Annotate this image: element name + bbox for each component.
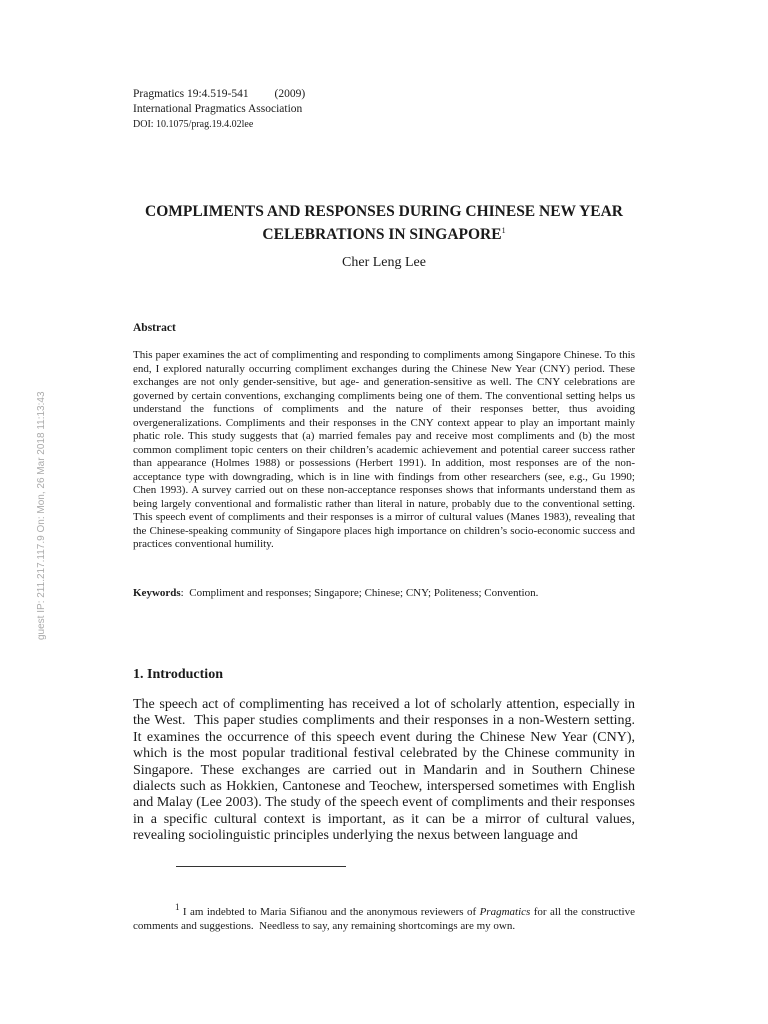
title-footnote-mark: 1 [501,226,506,235]
keywords [133,587,635,601]
footnote-text-after: for all the constructive comments and suggestions. Needless to say, any remaining shortcomings are my own. [133,906,635,932]
footnote-divider [176,866,346,867]
download-watermark: guest IP: 211.217.117.9 On: Mon, 26 Mar 2018 11:13:43 [36,391,47,640]
footnote-mark: 1 [175,902,180,913]
footnote-journal: Pragmatics [479,906,531,918]
author-name: Cher Leng Lee [342,255,426,270]
footnote [133,902,635,933]
journal-line: Pragmatics 19:4.519-541 (2009) [133,88,306,100]
journal-header [133,87,305,132]
footnote-text-before: I am indebted to Maria Sifianou and the anonymous reviewers of [179,906,480,918]
doi-line: DOI: 10.1075/prag.19.4.02lee [133,119,254,130]
association-line: International Pragmatics Association [133,103,303,115]
paper-title [133,202,635,244]
abstract-body: This paper examines the act of complimenting and responding to compliments among Singapore Chinese. To this end, I explored naturally occurring compliment exchanges during the Chinese New Year (CNY) period. These exchanges are not only gender-sensitive, but age- and generation-sensitive as well. The CNY celebrations are governed by certain conventions, exchanging compliments being one of them. The conventional setting helps us understand the functions of compliments and the nature of their responses better, thus avoiding overgeneralizations. Compliments and their responses in the CNY context appear to play an important mainly phatic role. This study suggests that (a) married females pay and receive most compliments and (b) the most common compliment topic centers on their children’s academic achievement and potential career success rather than appearance (Holmes 1988) or possessions (Herbert 1991). In addition, most responses are of the non-acceptance type with downgrading, which is in line with findings from other researchers (see, e.g., Gu 1990; Chen 1993). A survey carried out on these non-acceptance responses shows that informants understand them as being largely conventional and formalistic rather than literal in nature, probably due to the conventional setting. This speech event of compliments and their responses is a mirror of cultural values (Manes 1983), revealing that the Chinese-speaking community of Singapore places high importance on children’s socio-economic success and practices conventional humility. [133,349,635,550]
introduction-body: The speech act of complimenting has received a lot of scholarly attention, especially in the West. This paper studies compliments and their responses in a non-Western setting. It examines the occurrence of this speech event during the Chinese New Year (CNY), which is the most popular traditional festival celebrated by the Chinese community in Singapore. These exchanges are carried out in Mandarin and in Southern Chinese dialects such as Hokkien, Cantonese and Teochew, interspersed sometimes with English and Malay (Lee 2003). The study of the speech event of compliments and their responses in a specific cultural context is important, as it can be a mirror of cultural values, revealing sociolinguistic principles underlying the nexus between language and [133,697,635,844]
title-text: COMPLIMENTS AND RESPONSES DURING CHINESE NEW YEAR CELEBRATIONS IN SINGAPORE [145,203,623,244]
introduction-heading: 1. Introduction [133,667,223,682]
abstract-heading: Abstract [133,322,176,334]
keywords-text: : Compliment and responses; Singapore; Chinese; CNY; Politeness; Convention. [180,587,539,599]
keywords-label: Keywords [133,587,181,599]
